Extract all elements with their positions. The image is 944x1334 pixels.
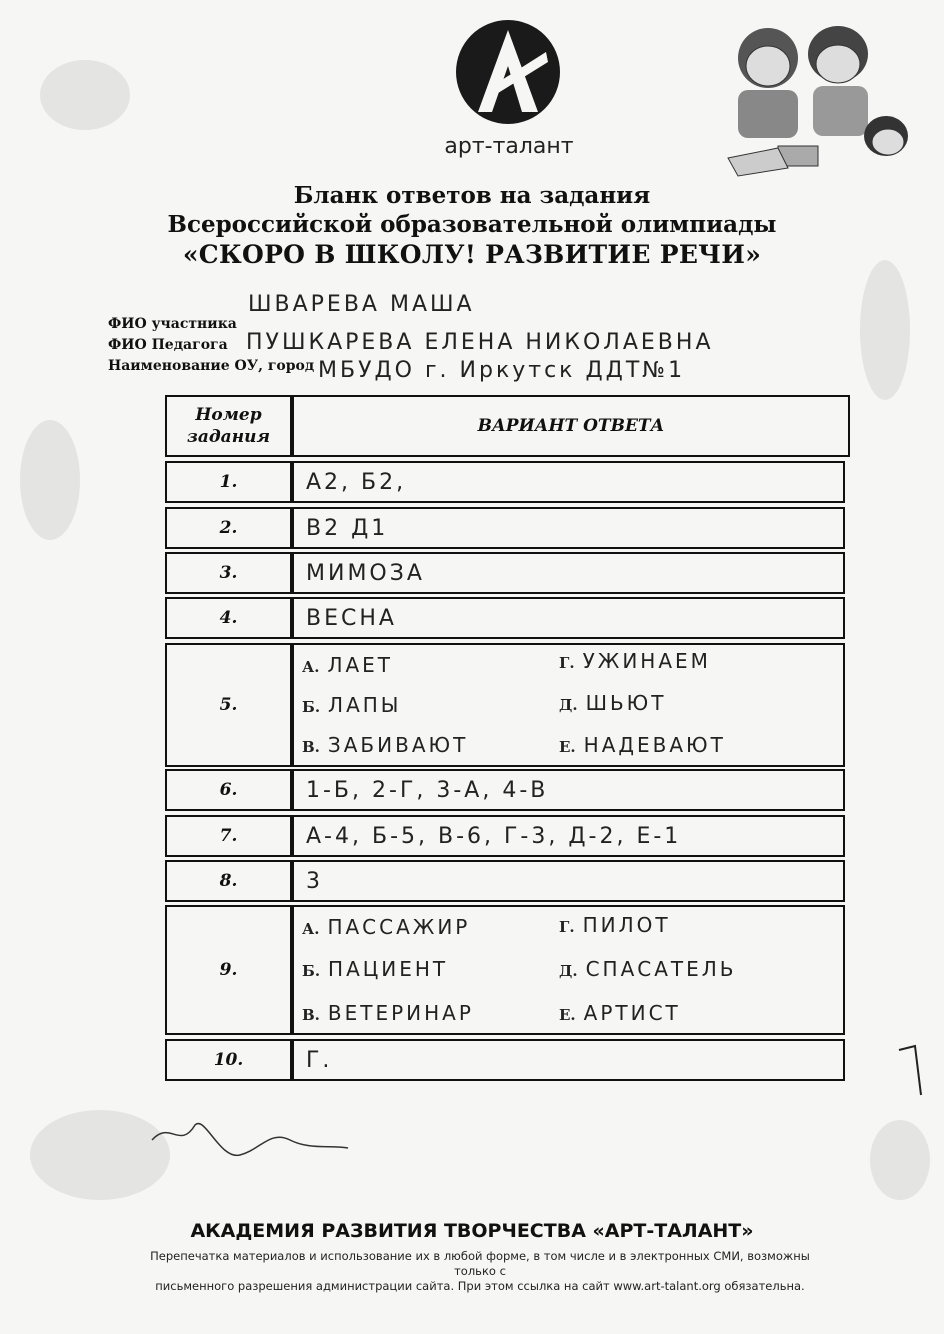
task-number: 3. — [165, 552, 292, 594]
col-answer-header: ВАРИАНТ ОТВЕТА — [292, 395, 850, 457]
form-title-line2: Всероссийской образовательной олимпиады — [167, 211, 777, 238]
option-item: В. ВЕТЕРИНАР — [302, 1001, 474, 1025]
answer-cell: В2 Д1 — [292, 507, 845, 549]
answer-cell: ВЕСНА — [292, 597, 845, 639]
task-number: 9. — [165, 905, 292, 1035]
task-number: 6. — [165, 769, 292, 811]
option-item: Г. ПИЛОТ — [559, 913, 671, 937]
paper-speck — [30, 1110, 170, 1200]
answer-cell-options — [292, 905, 845, 1035]
answer-cell-options — [292, 643, 845, 767]
reading-children-illustration — [718, 18, 930, 178]
answer-cell: А2, Б2, — [292, 461, 845, 503]
option-item: В. ЗАБИВАЮТ — [302, 733, 469, 757]
answer-cell: 3 — [292, 860, 845, 902]
paper-speck — [860, 260, 910, 400]
footer-copyright-note — [130, 1249, 830, 1294]
task-number: 5. — [165, 643, 292, 767]
answer-cell: МИМОЗА — [292, 552, 845, 594]
option-item: А. ЛАЕТ — [302, 653, 394, 677]
answer-cell: А-4, Б-5, В-6, Г-3, Д-2, Е-1 — [292, 815, 845, 857]
answer-cell: Г. — [292, 1039, 845, 1081]
task-number: 1. — [165, 461, 292, 503]
task-number: 2. — [165, 507, 292, 549]
option-item: Д. СПАСАТЕЛЬ — [559, 957, 737, 981]
paper-speck — [870, 1120, 930, 1200]
institution-value: МБУДО г. Иркутск ДДТ№1 — [318, 358, 686, 383]
task-number: 10. — [165, 1039, 292, 1081]
answer-table — [165, 395, 850, 1085]
paper-speck — [40, 60, 130, 130]
footer-note-line1: Перепечатка материалов и использование их в любой форме, в том числе и в электронных СМИ, возможны только с — [150, 1249, 810, 1278]
art-talant-logo-icon — [452, 12, 564, 132]
answer-cell: 1-Б, 2-Г, 3-А, 4-В — [292, 769, 845, 811]
participant-value: ШВАРЕВА МАША — [248, 292, 475, 317]
footer-note-line2: письменного разрешения администрации сайта. При этом ссылка на сайт www.art-talant.org обязательна. — [155, 1279, 805, 1293]
option-item: Е. НАДЕВАЮТ — [559, 733, 726, 757]
teacher-label: ФИО Педагога — [108, 337, 228, 353]
option-item: Е. АРТИСТ — [559, 1001, 681, 1025]
task-number: 8. — [165, 860, 292, 902]
brand-name: арт-талант — [444, 134, 574, 159]
form-title-line1: Бланк ответов на задания — [293, 182, 651, 209]
option-item: Г. УЖИНАЕМ — [559, 649, 711, 673]
option-item: Б. ЛАПЫ — [302, 693, 402, 717]
participant-label: ФИО участника — [108, 316, 237, 332]
option-item: Д. ШЬЮТ — [559, 691, 667, 715]
task-number: 4. — [165, 597, 292, 639]
option-item: А. ПАССАЖИР — [302, 915, 471, 939]
pencil-scribble — [150, 1110, 350, 1170]
teacher-value: ПУШКАРЕВА ЕЛЕНА НИКОЛАЕВНА — [246, 330, 714, 355]
pencil-mark — [895, 1040, 935, 1100]
option-item: Б. ПАЦИЕНТ — [302, 957, 449, 981]
institution-label: Наименование ОУ, город — [108, 358, 315, 374]
footer-title: АКАДЕМИЯ РАЗВИТИЯ ТВОРЧЕСТВА «АРТ-ТАЛАНТ» — [190, 1220, 754, 1242]
form-title-line3: «СКОРО В ШКОЛУ! РАЗВИТИЕ РЕЧИ» — [182, 240, 762, 269]
task-number: 7. — [165, 815, 292, 857]
col-number-header: Номер задания — [165, 395, 292, 457]
paper-speck — [20, 420, 80, 540]
